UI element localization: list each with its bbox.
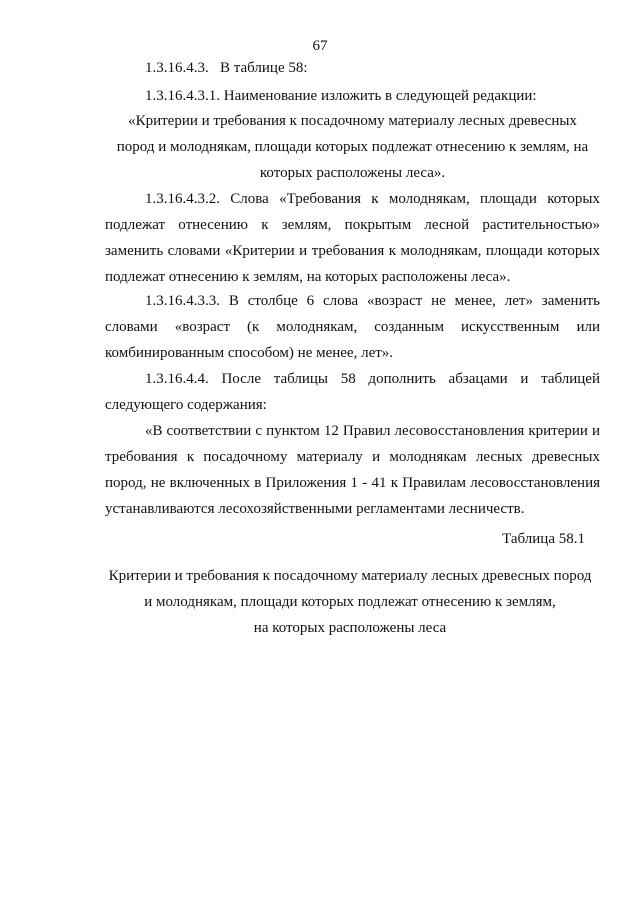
paragraph-1-text: 1.3.16.4.3. В таблице 58:	[145, 60, 308, 76]
paragraph-3-line: которых расположены леса».	[259, 165, 446, 181]
paragraph-4-line: 1.3.16.4.3.2. Слова «Требования к молоднякам, площади которых	[145, 191, 600, 207]
paragraph-7-line: «В соответствии с пунктом 12 Правил лесовосстановления критерии и	[145, 423, 600, 439]
table-title	[95, 563, 605, 641]
paragraph-2-text: 1.3.16.4.3.1. Наименование изложить в следующей редакции:	[145, 88, 537, 104]
paragraph-5-line: словами «возраст (к молоднякам, созданным искусственным или	[105, 319, 600, 335]
page-number: 67	[312, 38, 328, 54]
paragraph-5-line: комбинированным способом) не менее, лет».	[105, 345, 394, 361]
paragraph-5	[105, 288, 600, 366]
table-label: Таблица 58.1	[502, 531, 585, 547]
paragraph-7-line: пород, не включенных в Приложения 1 - 41 к Правилам лесовосстановления	[105, 475, 600, 491]
paragraph-6	[105, 366, 600, 418]
table-title-line: и молоднякам, площади которых подлежат отнесению к землям,	[144, 594, 556, 610]
paragraph-7	[105, 418, 600, 522]
paragraph-3-line: «Критерии и требования к посадочному материалу лесных древесных	[128, 113, 577, 129]
paragraph-4	[105, 186, 600, 290]
paragraph-2	[105, 83, 600, 109]
paragraph-3-line: пород и молоднякам, площади которых подлежат отнесению к землям, на	[116, 139, 589, 155]
paragraph-4-line: подлежат отнесению к землям, на которых расположены леса».	[105, 269, 511, 285]
paragraph-3	[105, 108, 600, 186]
paragraph-1	[105, 55, 600, 81]
paragraph-6-line: следующего содержания:	[105, 397, 267, 413]
paragraph-4-line: заменить словами «Критерии и требования к молоднякам, площади которых	[105, 243, 600, 259]
paragraph-5-line: 1.3.16.4.3.3. В столбце 6 слова «возраст не менее, лет» заменить	[145, 293, 600, 309]
table-title-line: Критерии и требования к посадочному материалу лесных древесных пород	[108, 568, 592, 584]
paragraph-7-line: требования к посадочному материалу и молоднякам лесных древесных	[105, 449, 600, 465]
paragraph-4-line: подлежат отнесению к землям, покрытым лесной растительностью»	[105, 217, 600, 233]
paragraph-7-line: устанавливаются лесохозяйственными регламентами лесничеств.	[105, 501, 525, 517]
paragraph-6-line: 1.3.16.4.4. После таблицы 58 дополнить абзацами и таблицей	[145, 371, 600, 387]
table-title-line: на которых расположены леса	[253, 620, 447, 636]
